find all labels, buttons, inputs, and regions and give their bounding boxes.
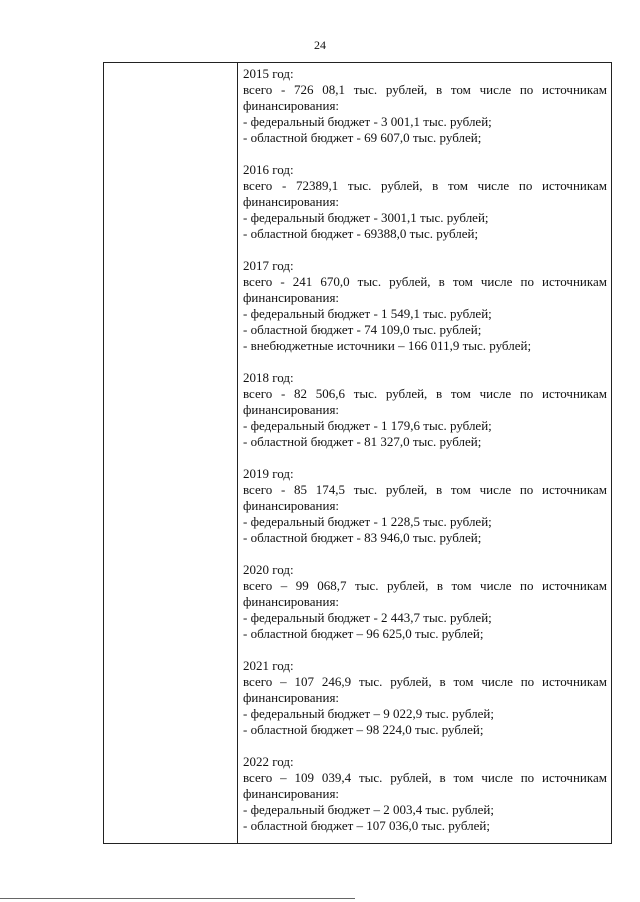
year-label: 2019 год: [243,466,294,481]
year-block-2017 [243,258,607,354]
sources-header: финансирования: [243,402,340,417]
total-line: всего – 107 246,9 тыс. рублей, в том числе по источникам [243,674,607,689]
federal-budget-line: - федеральный бюджет - 1 228,5 тыс. рублей; [243,514,492,529]
page-number: 24 [314,38,326,52]
year-block-2022 [243,754,607,834]
total-line: всего – 109 039,4 тыс. рублей, в том числе по источникам [243,770,607,785]
sources-header: финансирования: [243,194,340,209]
bottom-divider [0,898,355,899]
year-label: 2021 год: [243,658,294,673]
federal-budget-line: - федеральный бюджет – 9 022,9 тыс. рублей; [243,706,494,721]
year-block-2015 [243,66,607,146]
table-right-cell [238,63,611,843]
federal-budget-line: - федеральный бюджет – 2 003,4 тыс. рублей; [243,802,494,817]
total-line: всего - 85 174,5 тыс. рублей, в том числе по источникам [243,482,607,497]
regional-budget-line: - областной бюджет - 83 946,0 тыс. рублей; [243,530,482,545]
regional-budget-line: - областной бюджет – 98 224,0 тыс. рублей; [243,722,484,737]
regional-budget-line: - областной бюджет – 107 036,0 тыс. рублей; [243,818,490,833]
year-label: 2016 год: [243,162,294,177]
sources-header: финансирования: [243,290,340,305]
regional-budget-line: - областной бюджет - 69388,0 тыс. рублей; [243,226,479,241]
total-line: всего - 82 506,6 тыс. рублей, в том числе по источникам [243,386,607,401]
federal-budget-line: - федеральный бюджет - 3001,1 тыс. рублей; [243,210,489,225]
year-block-2021 [243,658,607,738]
year-label: 2020 год: [243,562,294,577]
year-block-2016 [243,162,607,242]
year-label: 2018 год: [243,370,294,385]
regional-budget-line: - областной бюджет – 96 625,0 тыс. рублей; [243,626,484,641]
sources-header: финансирования: [243,498,340,513]
federal-budget-line: - федеральный бюджет - 2 443,7 тыс. рублей; [243,610,492,625]
regional-budget-line: - областной бюджет - 74 109,0 тыс. рублей; [243,322,482,337]
sources-header: финансирования: [243,690,340,705]
total-line: всего – 99 068,7 тыс. рублей, в том числе по источникам [243,578,607,593]
regional-budget-line: - областной бюджет - 81 327,0 тыс. рублей; [243,434,482,449]
year-label: 2017 год: [243,258,294,273]
year-block-2018 [243,370,607,450]
total-line: всего - 72389,1 тыс. рублей, в том числе по источникам [243,178,607,193]
sources-header: финансирования: [243,98,340,113]
federal-budget-line: - федеральный бюджет - 3 001,1 тыс. рублей; [243,114,492,129]
total-line: всего - 726 08,1 тыс. рублей, в том числе по источникам [243,82,607,97]
sources-header: финансирования: [243,786,340,801]
total-line: всего - 241 670,0 тыс. рублей, в том числе по источникам [243,274,607,289]
year-block-2019 [243,466,607,546]
regional-budget-line: - областной бюджет - 69 607,0 тыс. рублей; [243,130,482,145]
federal-budget-line: - федеральный бюджет - 1 549,1 тыс. рублей; [243,306,492,321]
extrabudgetary-line: - внебюджетные источники – 166 011,9 тыс. рублей; [243,338,532,353]
year-label: 2022 год: [243,754,294,769]
funding-table [103,62,612,844]
year-label: 2015 год: [243,66,294,81]
federal-budget-line: - федеральный бюджет - 1 179,6 тыс. рублей; [243,418,492,433]
table-left-cell [104,63,238,843]
sources-header: финансирования: [243,594,340,609]
year-block-2020 [243,562,607,642]
